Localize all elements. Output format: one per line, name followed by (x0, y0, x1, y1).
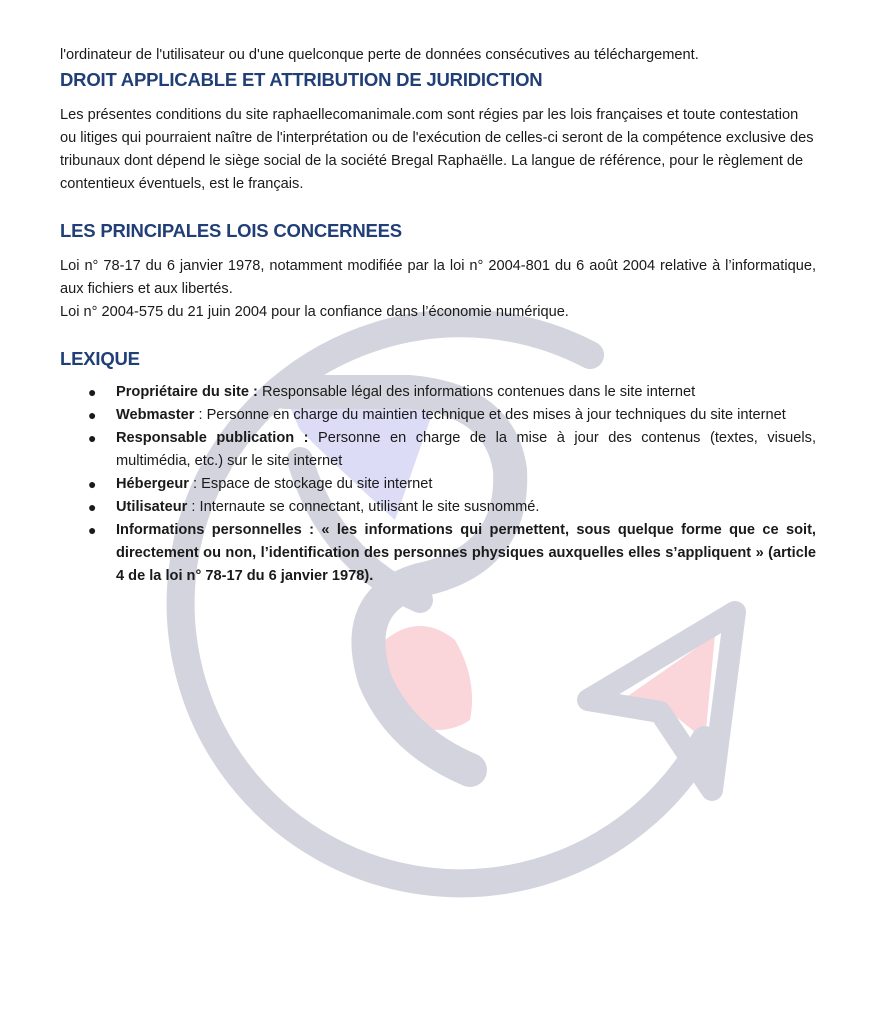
lexique-term: Hébergeur (116, 476, 189, 492)
lexique-list (60, 381, 816, 588)
lexique-term: Informations personnelles : « les informations qui permettent, sous quelque forme que ce soit, directement ou non, l’identification des personnes physiques auxquelles elles s’appliquent » (article 4 de la loi n° 78-17 du 6 janvier 1978). (116, 522, 816, 584)
intro-line: l'ordinateur de l'utilisateur ou d'une quelconque perte de données consécutives au téléchargement. (60, 47, 699, 63)
heading-principales-lois: LES PRINCIPALES LOIS CONCERNEES (60, 220, 402, 241)
lexique-definition: Responsable légal des informations contenues dans le site internet (257, 384, 696, 400)
lexique-definition: : Personne en charge du maintien technique et des mises à jour techniques du site internet (194, 407, 786, 423)
lexique-term: Responsable publication : (116, 430, 309, 446)
bullet-icon: ● (88, 430, 97, 446)
lexique-item-responsable-publication (88, 427, 816, 473)
lexique-item-webmaster (88, 404, 816, 427)
lois-line-2: Loi n° 2004-575 du 21 juin 2004 pour la confiance dans l’économie numérique. (60, 304, 569, 320)
lexique-item-hebergeur (88, 473, 816, 496)
bullet-icon: ● (88, 407, 97, 423)
lexique-term: Webmaster (116, 407, 195, 423)
lexique-term: Propriétaire du site : (116, 384, 258, 400)
lexique-definition: : Internaute se connectant, utilisant le site susnommé. (187, 499, 540, 515)
lexique-definition: Personne en charge de la mise à jour des contenus (textes, visuels, multimédia, etc.) sur le site internet (116, 430, 816, 469)
document-page (60, 44, 816, 588)
bullet-icon: ● (88, 384, 97, 400)
heading-droit-applicable: DROIT APPLICABLE ET ATTRIBUTION DE JURIDICTION (60, 69, 543, 90)
bullet-icon: ● (88, 476, 97, 492)
bullet-icon: ● (88, 522, 97, 538)
droit-applicable-text: Les présentes conditions du site raphaellecomanimale.com sont régies par les lois françaises et toute contestation ou litiges qui pourraient naître de l'interprétation ou de l'exécution de celles-ci seront de la compétence exclusive des tribunaux dont dépend le siège social de la société Bregal Raphaëlle. La langue de référence, pour le règlement de contentieux éventuels, est le français. (60, 107, 814, 192)
lexique-item-proprietaire (88, 381, 816, 404)
lexique-item-informations-personnelles (88, 519, 816, 588)
lexique-item-utilisateur (88, 496, 816, 519)
lois-line-1: Loi n° 78-17 du 6 janvier 1978, notamment modifiée par la loi n° 2004-801 du 6 août 2004 relative à l’informatique, aux fichiers et aux libertés. (60, 258, 816, 297)
lexique-definition: : Espace de stockage du site internet (189, 476, 433, 492)
lexique-term: Utilisateur (116, 499, 188, 515)
bullet-icon: ● (88, 499, 97, 515)
heading-lexique: LEXIQUE (60, 348, 140, 369)
